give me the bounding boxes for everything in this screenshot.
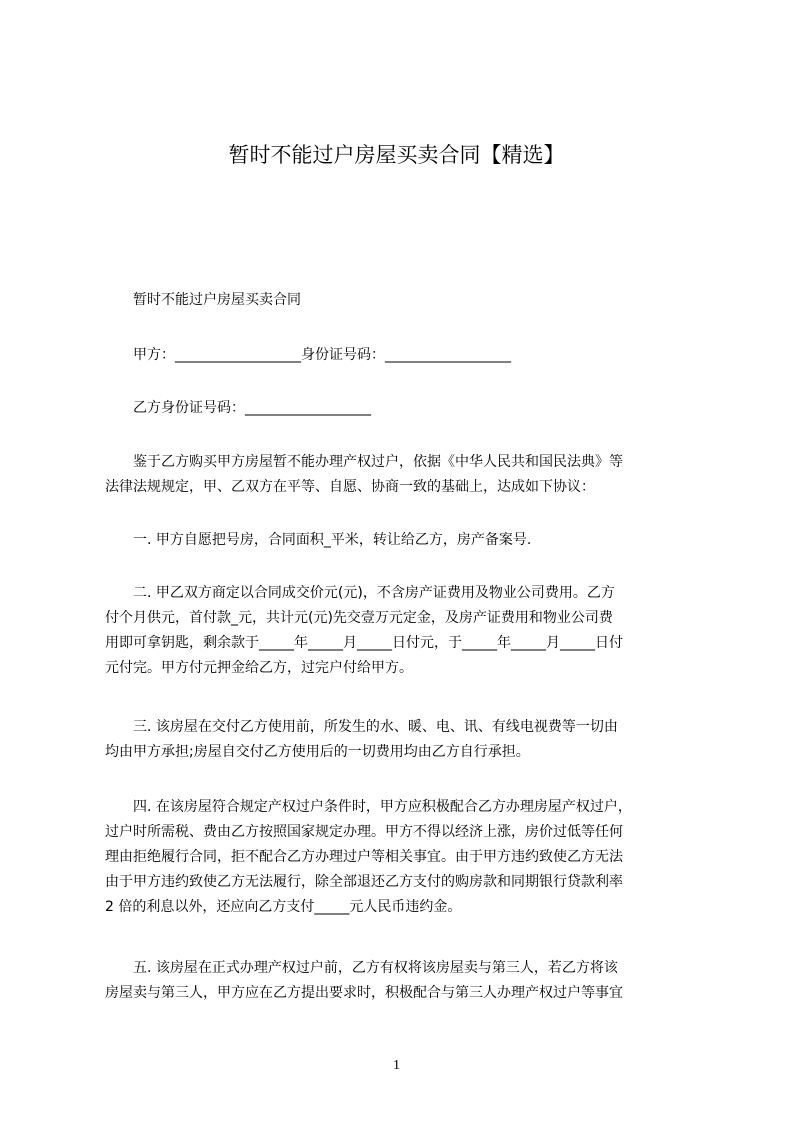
text-line: 过户时所需税、费由乙方按照国家规定办理。甲方不得以经济上涨，房价过低等任何 (105, 824, 623, 840)
text-line: 由于甲方违约致使乙方无法履行，除全部退还乙方支付的购房款和同期银行贷款利率 (105, 874, 623, 890)
text-line: 一. 甲方自愿把号房，合同面积_平米，转让给乙方，房产备案号. (105, 532, 532, 548)
paragraph-party-a (105, 343, 705, 368)
text-line: 暂时不能过户房屋买卖合同 (105, 292, 301, 308)
text-line: 二. 甲乙双方商定以合同成交价元(元)，不含房产证费用及物业公司费用。乙方 (105, 585, 615, 601)
paragraph-clause-1 (105, 528, 705, 553)
paragraph-party-b (105, 396, 705, 421)
paragraph-heading (105, 288, 705, 313)
paragraph-clause-5 (105, 956, 705, 1006)
paragraph-preamble (105, 450, 705, 500)
text-line: 理由拒绝履行合同，拒不配合乙方办理过户等相关事宜。由于甲方违约致使乙方无法 (105, 849, 623, 865)
text-line: 五. 该房屋在正式办理产权过户前，乙方有权将该房屋卖与第三人，若乙方将该 (105, 960, 618, 976)
text-line: 甲方：__________________身份证号码：__________________ (105, 347, 511, 363)
paragraph-clause-2 (105, 581, 705, 681)
text-line: 乙方身份证号码：__________________ (105, 400, 371, 416)
paragraph-clause-3 (105, 715, 705, 765)
document-title: 暂时不能过户房屋买卖合同【精选】 (228, 143, 565, 167)
page-number: 1 (393, 1058, 400, 1073)
text-line: 2 倍的利息以外，还应向乙方支付_____元人民币违约金。 (105, 899, 462, 915)
text-line: 均由甲方承担;房屋自交付乙方使用后的一切费用均由乙方自行承担。 (105, 744, 530, 760)
text-line: 四. 在该房屋符合规定产权过户条件时，甲方应积极配合乙方办理房屋产权过户， (105, 799, 632, 815)
text-line: 鉴于乙方购买甲方房屋暂不能办理产权过户，依据《中华人民共和国民法典》等 (105, 454, 623, 470)
text-line: 付个月供元，首付款_元，共计元(元)先交壹万元定金，及房产证费用和物业公司费 (105, 610, 613, 626)
text-line: 元付完。甲方付元押金给乙方，过完户付给甲方。 (105, 660, 413, 676)
text-line: 房屋卖与第三人，甲方应在乙方提出要求时，积极配合与第三人办理产权过户等事宜 (105, 985, 623, 1001)
paragraph-clause-4 (105, 795, 705, 920)
text-line: 三. 该房屋在交付乙方使用前，所发生的水、暖、电、讯、有线电视费等一切由 (105, 719, 618, 735)
text-line: 法律法规规定，甲、乙双方在平等、自愿、协商一致的基础上，达成如下协议： (105, 479, 595, 495)
text-line: 用即可拿钥匙，剩余款于_____年_____月_____日付元，于_____年_____月_____日付 (105, 635, 623, 651)
